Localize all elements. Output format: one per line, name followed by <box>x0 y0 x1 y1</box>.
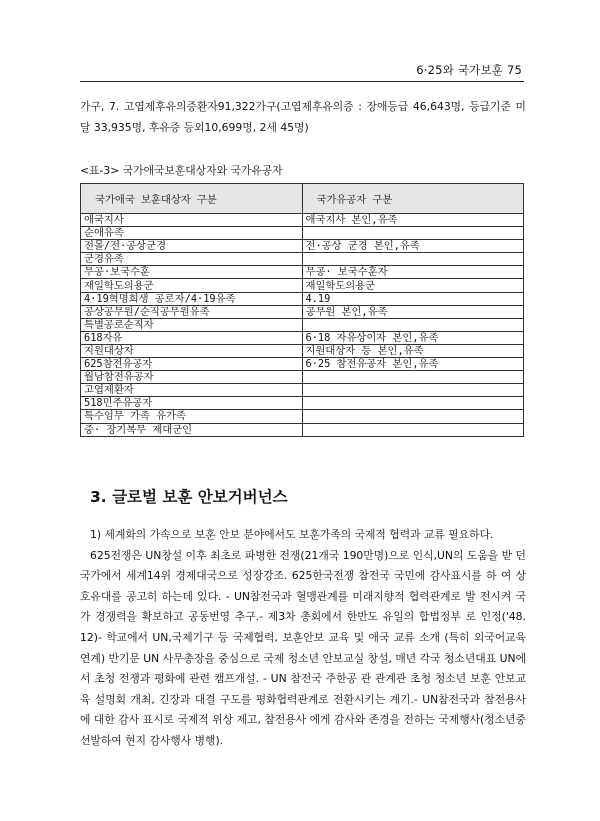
table-caption: <표-3> 국가애국보훈대상자와 국가유공자 <box>80 164 283 177</box>
veterans-table <box>80 183 524 437</box>
table-cell: 지원대상자 등 본인,유족 <box>302 344 524 357</box>
table-row <box>81 397 524 410</box>
table-row <box>81 214 524 227</box>
table-cell <box>302 384 524 397</box>
table-row <box>81 371 524 384</box>
table-cell: 625참전유공자 <box>81 358 303 371</box>
table-row <box>81 358 524 371</box>
table-row <box>81 344 524 357</box>
table-cell: 애국지사 <box>81 214 303 227</box>
table-cell: 4.19 <box>302 292 524 305</box>
table-row <box>81 331 524 344</box>
body-paragraph: 1) 세계화의 가속으로 보훈 안보 분야에서도 보훈가족의 국제적 협력과 교류 필요하다. <box>90 528 494 541</box>
table-cell: 군경유족 <box>81 253 303 266</box>
table-cell <box>302 410 524 423</box>
table-cell <box>302 397 524 410</box>
table-cell: 재일학도의용군 <box>81 279 303 292</box>
table-cell: 전몰/전·공상군경 <box>81 240 303 253</box>
table-cell <box>302 227 524 240</box>
table-row <box>81 384 524 397</box>
table-cell: 고엽제환자 <box>81 384 303 397</box>
table-cell: 특수임무 가족 유가족 <box>81 410 303 423</box>
table-cell <box>302 253 524 266</box>
table-cell: 전·공상 군경 본인,유족 <box>302 240 524 253</box>
table-row <box>81 227 524 240</box>
table-cell: 특별공로순직자 <box>81 318 303 331</box>
table-header-row <box>81 184 524 214</box>
table-cell: 월남참전유공자 <box>81 371 303 384</box>
table-cell: 6·18 자유상이자 본인,유족 <box>302 331 524 344</box>
table-row <box>81 410 524 423</box>
table-cell: 6·25 참전유공자 본인,유족 <box>302 358 524 371</box>
table-cell: 4·19혁명희생 공로자/4·19유족 <box>81 292 303 305</box>
table-cell: 재일학도의용군 <box>302 279 524 292</box>
table-row <box>81 253 524 266</box>
table-row <box>81 305 524 318</box>
body-paragraph: 625전쟁은 UN창설 이후 최초로 파병한 전쟁(21개국 190만명)으로 인식,UN의 도움을 받 던 국가에서 세계14위 경제대국으로 성장강조. 625한국전쟁 참전국 국민에 감사표시를 하 여 상호유대를 공고히 하는데 있다. - UN참전국과 혈맹관계를 미래지향적 협력관계로 발 전시켜 국가 경쟁력을 확보하고 공동번영 추구.- 제3차 총회에서 한반도 유일의 합법정부 로 인정('48. 12)- 학교에서 UN,국제기구 등 국제협력, 보훈안보 교육 및 애국 교류 소개 (특히 외국어교육 연계) 반기문 UN 사무총장을 중심으로 국제 청소년 안보교실 창설, 매년 각국 청소년대표 UN에서 초청 전쟁과 평화에 관련 캠프개설. - UN 참전국 주한공 관 관계관 초청 청소년 보훈 안보교육 설명회 개최, 긴장과 대결 구도를 평화협력관계로 전환시키는 계기.- UN참전국과 참전용사에 대한 감사 표시로 국제적 위상 제고, 참전용사 에게 감사와 존경을 전하는 국제행사(청소년중 선발하여 현지 감사행사 병행). <box>80 548 526 747</box>
table-row <box>81 423 524 436</box>
table-cell: 618자유 <box>81 331 303 344</box>
table-cell: 애국지사 본인,유족 <box>302 214 524 227</box>
table-row <box>81 266 524 279</box>
table-cell: 518민주유공자 <box>81 397 303 410</box>
table-cell: 지원대상자 <box>81 344 303 357</box>
table-header-cell: 국가유공자 구분 <box>302 184 524 214</box>
running-header: 6·25와 국가보훈 75 <box>416 63 522 77</box>
table-cell: 공무원 본인,유족 <box>302 305 524 318</box>
table-row <box>81 279 524 292</box>
intro-paragraph: 가구, 7. 고엽제후유의증환자91,322가구(고엽제후유의증 : 장애등급 46,643명, 등급기준 미달 33,935명, 후유증 등외10,699명, 2세 45명) <box>80 100 526 134</box>
header-rule <box>80 81 524 82</box>
table-row <box>81 240 524 253</box>
table-cell: 공상공무원/순직공무원유족 <box>81 305 303 318</box>
table-cell: 순애유족 <box>81 227 303 240</box>
section-heading: 3. 글로벌 보훈 안보거버넌스 <box>90 488 288 506</box>
table-row <box>81 318 524 331</box>
table-header-cell: 국가애국 보훈대상자 구분 <box>81 184 303 214</box>
table-cell <box>302 423 524 436</box>
table-cell: 중· 장기복무 제대군인 <box>81 423 303 436</box>
table-cell: 무공· 보국수훈자 <box>302 266 524 279</box>
table-cell: 무공·보국수훈 <box>81 266 303 279</box>
body-text <box>80 525 526 752</box>
table-cell <box>302 371 524 384</box>
table-cell <box>302 318 524 331</box>
table-row <box>81 292 524 305</box>
